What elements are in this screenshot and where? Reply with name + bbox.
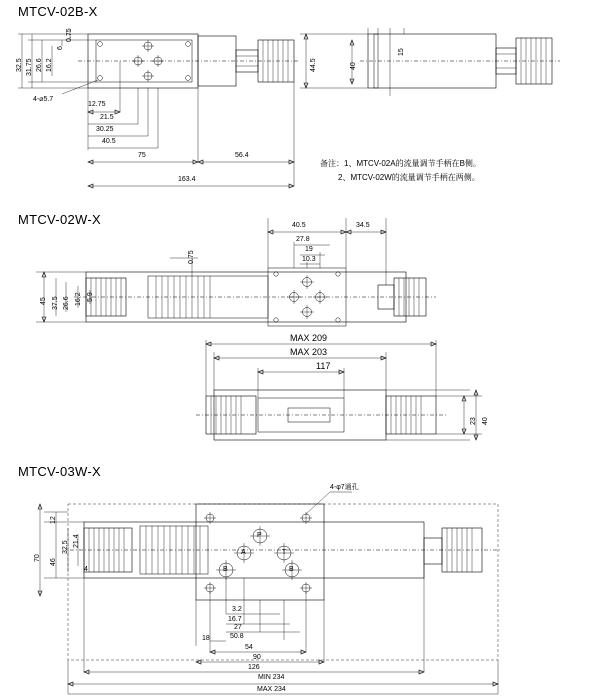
dim-02w-19: 19 [305, 246, 313, 253]
dim-26-6: 26.6 [36, 58, 43, 72]
dim-03w-32-5: 32.5 [62, 540, 69, 554]
dim-02w-5-9: 5.9 [87, 292, 94, 302]
section-03w-top-view [38, 492, 500, 694]
dim-03w-70: 70 [34, 554, 41, 562]
dim-02w-40: 40 [482, 417, 489, 425]
dim-03w-16-7: 16.7 [228, 616, 242, 623]
note-line-1: 备注：1、MTCV-02A的流量调节手柄在B侧。 [320, 159, 481, 168]
dim-03w-27: 27 [234, 624, 242, 631]
dim-02w-27-8: 27.8 [296, 236, 310, 243]
dim-16-2: 16.2 [46, 58, 53, 72]
dim-163-4: 163.4 [178, 176, 196, 183]
section-02b-side-view [300, 28, 560, 96]
section-title-02w: MTCV-02W-X [18, 212, 101, 227]
port-label-b1: B [223, 566, 228, 573]
port-label-b2: B [289, 566, 294, 573]
dim-max-203: MAX 203 [290, 347, 328, 357]
dim-02w-16-2: 16.2 [75, 292, 82, 306]
dim-02w-34-5: 34.5 [356, 222, 370, 229]
section-02b-top-view [18, 30, 300, 188]
dim-03w-4: 4 [84, 566, 88, 573]
dim-02w-37-5: 37.5 [52, 296, 59, 310]
section-title-03w: MTCV-03W-X [18, 464, 101, 479]
section-title-02b: MTCV-02B-X [18, 4, 98, 19]
dim-6: 6 [57, 46, 64, 50]
dim-03w-54: 54 [245, 644, 253, 651]
dim-21-5: 21.5 [100, 114, 114, 121]
dim-02w-26-6: 26.6 [63, 296, 70, 310]
dim-03w-46: 46 [50, 558, 57, 566]
port-label-t: T [282, 549, 287, 556]
dim-02w-40-5: 40.5 [292, 222, 306, 229]
dim-15: 15 [398, 48, 405, 56]
dim-117: 117 [316, 361, 331, 371]
dim-56-4: 56.4 [235, 152, 249, 159]
dim-02w-0-75: 0.75 [188, 250, 195, 264]
section-02w-top-view [36, 218, 436, 326]
dim-75: 75 [138, 152, 146, 159]
dim-02w-45: 45 [40, 297, 47, 305]
dim-02w-10-3: 10.3 [302, 256, 316, 263]
dim-44-5: 44.5 [310, 58, 317, 72]
dim-40-side: 40 [350, 62, 357, 70]
dim-min-234: MIN 234 [258, 674, 285, 681]
port-label-a: A [241, 549, 246, 556]
dim-03w-50-8: 50.8 [230, 633, 244, 640]
dim-max-209: MAX 209 [290, 333, 328, 343]
dim-32-5: 32.5 [16, 58, 23, 72]
dim-40-5: 40.5 [102, 138, 116, 145]
dim-02w-23: 23 [470, 417, 477, 425]
dim-0-75: 0.75 [66, 28, 73, 42]
callout-4-phi7: 4-φ7通孔 [330, 484, 359, 491]
dim-03w-90: 90 [253, 654, 261, 661]
dim-4-d5-7: 4-⌀5.7 [33, 96, 54, 103]
dim-12-75: 12.75 [88, 101, 106, 108]
dim-03w-12: 12 [50, 516, 57, 524]
section-02w-front-view [196, 340, 482, 440]
dim-03w-126: 126 [248, 664, 260, 671]
port-label-p: P [257, 532, 262, 539]
dim-max-234: MAX 234 [257, 686, 286, 693]
dim-03w-21-4: 21.4 [73, 534, 80, 548]
dim-31-75: 31.75 [26, 58, 33, 76]
note-line-2: 2、MTCV-02W的流量调节手柄在两侧。 [338, 173, 480, 182]
dim-30-25: 30.25 [96, 126, 114, 133]
dim-03w-18: 18 [202, 635, 210, 642]
dim-03w-3-2: 3.2 [232, 606, 242, 613]
